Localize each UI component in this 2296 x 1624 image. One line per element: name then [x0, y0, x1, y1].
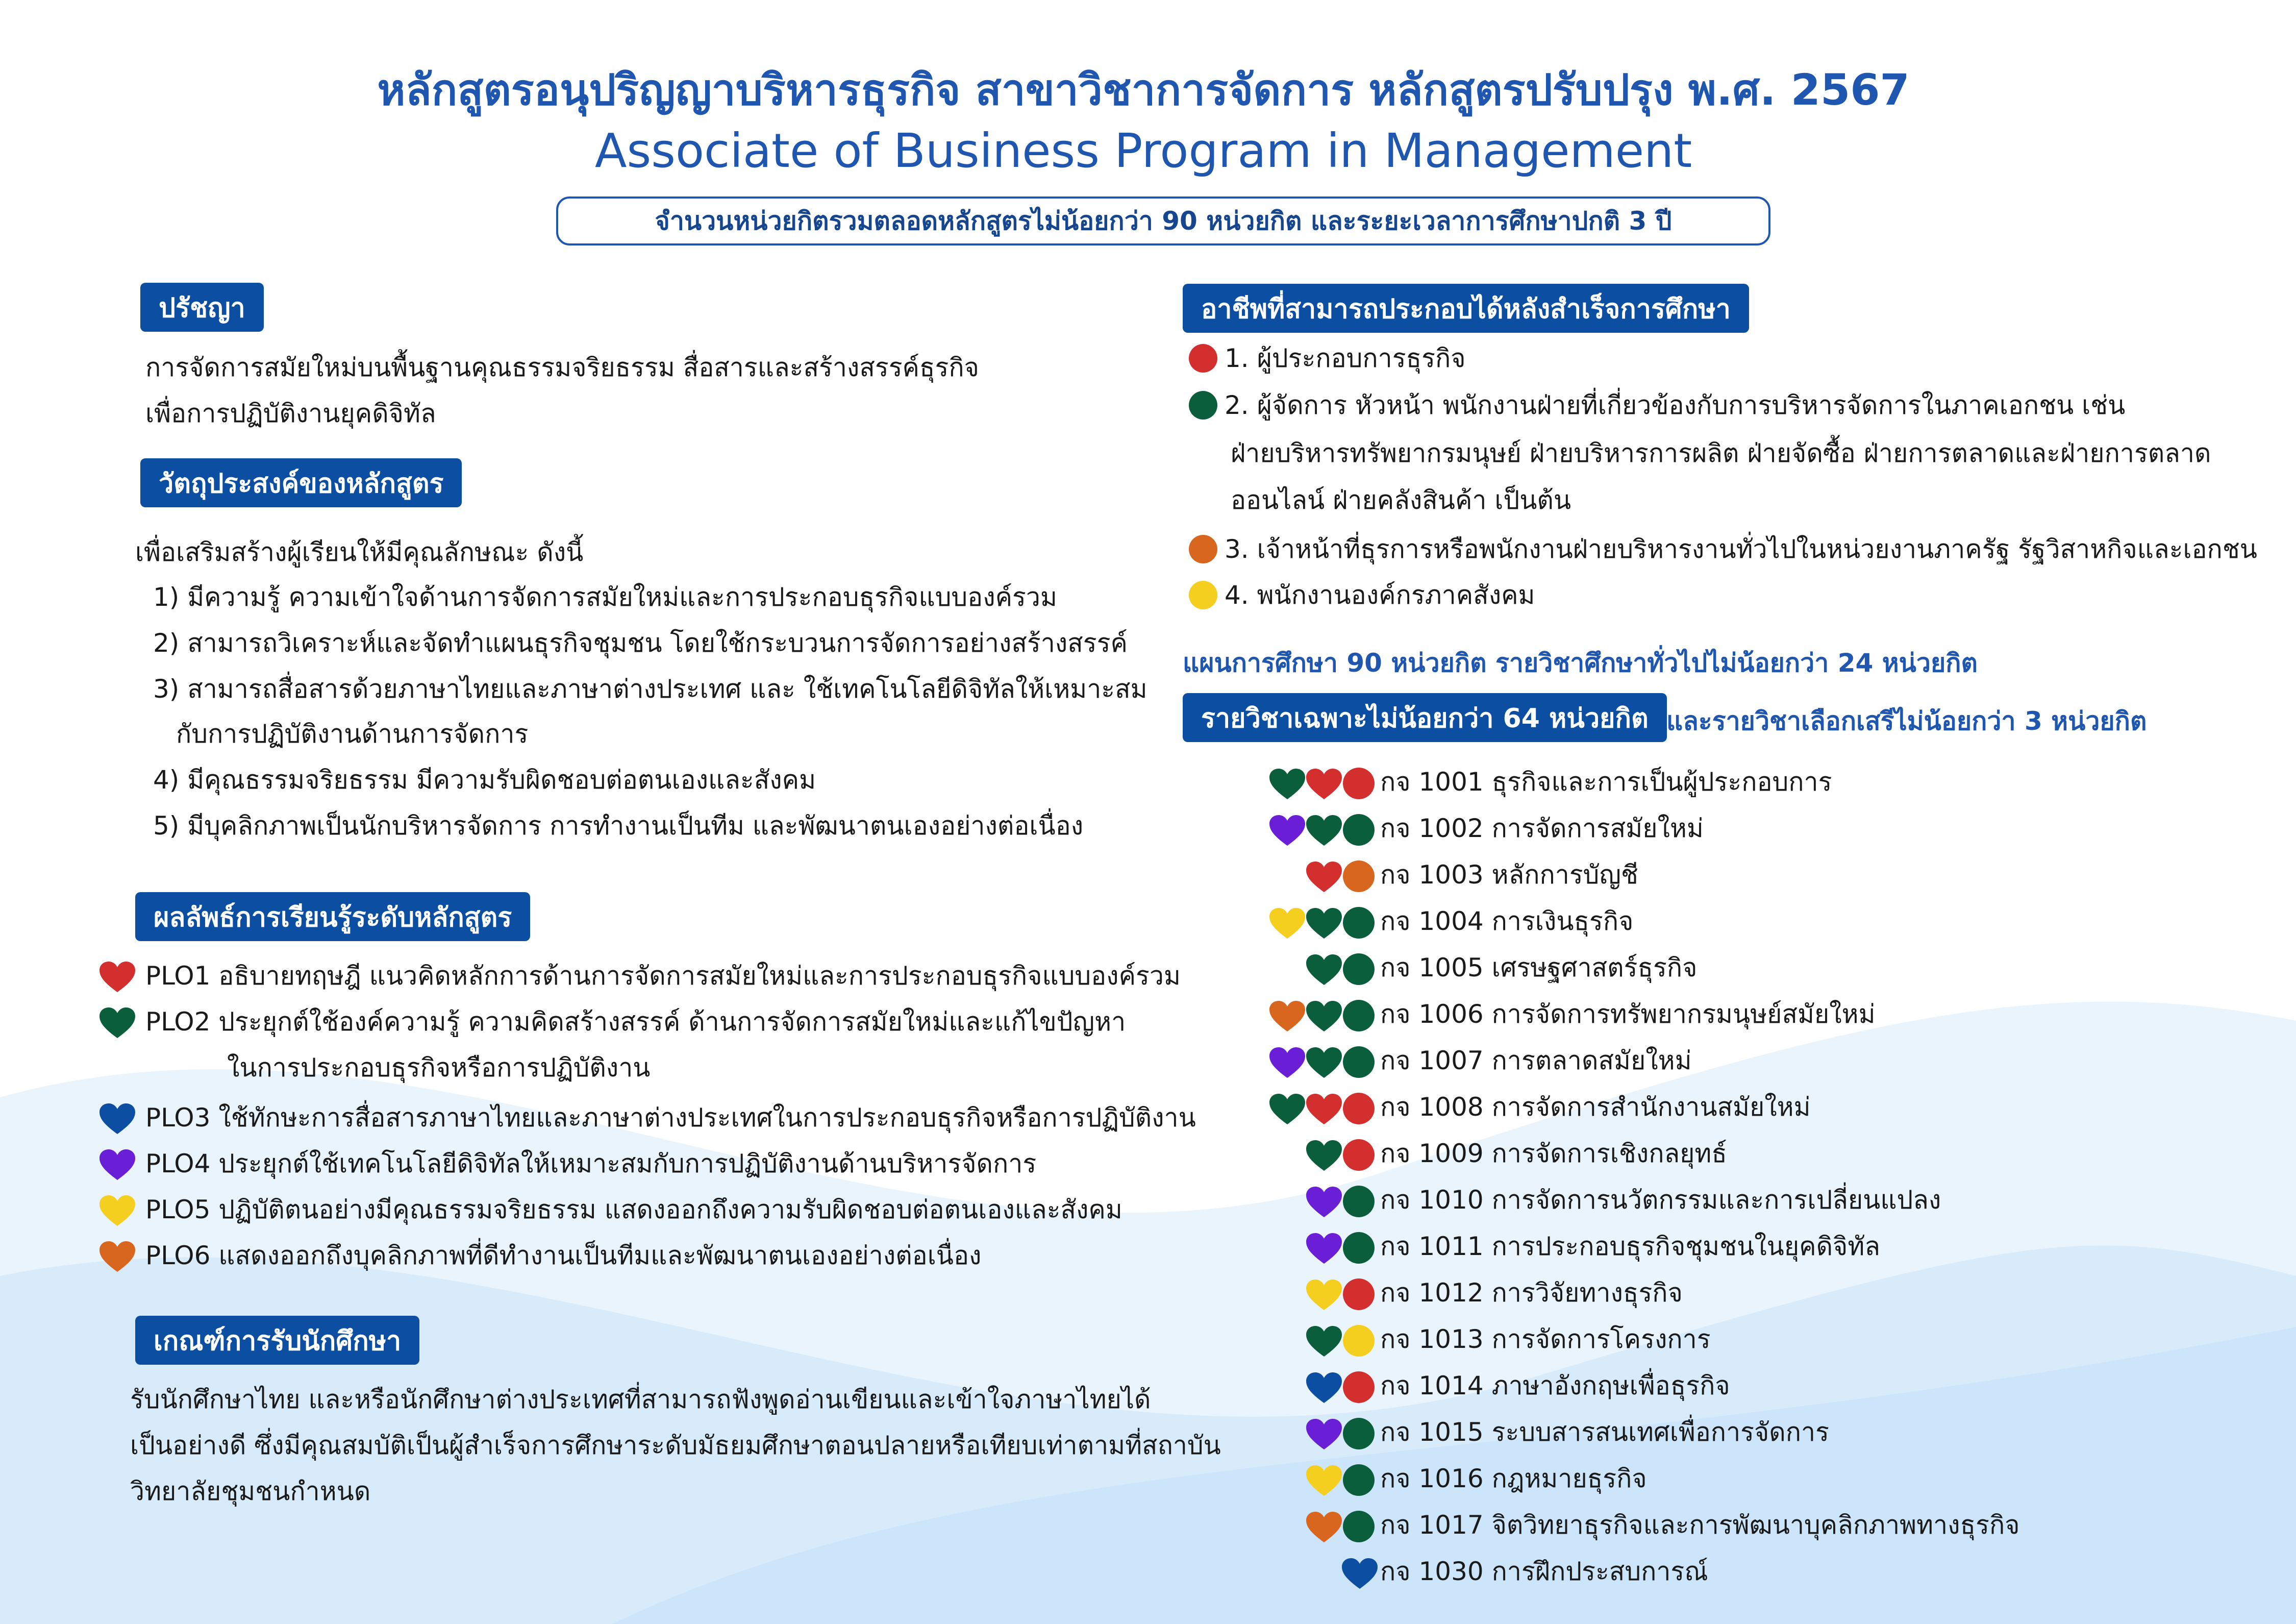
course-item: กจ 1006 การจัดการทรัพยากรมนุษย์สมัยใหม่	[1380, 999, 1876, 1029]
course-heart-yellow-icon	[1306, 1279, 1342, 1311]
course-item: กจ 1010 การจัดการนวัตกรรมและการเปลี่ยนแปลง	[1380, 1185, 1941, 1215]
page-title-thai: หลักสูตรอนุปริญญาบริหารธุรกิจ สาขาวิชาการจัดการ หลักสูตรปรับปรุง พ.ศ. 2567	[377, 65, 1910, 115]
course-item: กจ 1014 ภาษาอังกฤษเพื่อธุรกิจ	[1380, 1371, 1730, 1400]
course-heart-purple-icon	[1269, 815, 1305, 847]
specific-courses-heading: รายวิชาเฉพาะไม่น้อยกว่า 64 หน่วยกิต	[1183, 693, 1667, 742]
course-heart-orange-icon	[1269, 1001, 1305, 1032]
career-item: 4. พนักงานองค์กรภาคสังคม	[1225, 580, 1535, 610]
course-heart-green-icon	[1306, 1001, 1342, 1032]
plo-heart-purple-icon	[99, 1149, 135, 1181]
course-dot-red-icon	[1343, 1371, 1375, 1403]
course-item: กจ 1016 กฎหมายธุรกิจ	[1380, 1464, 1647, 1493]
course-dot-green-icon	[1343, 1418, 1375, 1449]
plo-item: PLO4 ประยุกต์ใช้เทคโนโลยีดิจิทัลให้เหมาะสมกับการปฏิบัติงานด้านบริหารจัดการ	[145, 1149, 1037, 1178]
course-heart-green-icon	[1269, 769, 1305, 800]
course-item: กจ 1003 หลักการบัญชี	[1380, 860, 1638, 890]
course-item: กจ 1002 การจัดการสมัยใหม่	[1380, 814, 1704, 843]
course-item: กจ 1009 การจัดการเชิงกลยุทธ์	[1380, 1139, 1727, 1168]
course-dot-green-icon	[1343, 907, 1375, 939]
course-item: กจ 1007 การตลาดสมัยใหม่	[1380, 1046, 1692, 1075]
plo-heading: ผลลัพธ์การเรียนรู้ระดับหลักสูตร	[135, 892, 530, 941]
course-heart-red-icon	[1306, 862, 1342, 893]
course-heart-green-icon	[1306, 1326, 1342, 1358]
philosophy-line-1: การจัดการสมัยใหม่บนพื้นฐานคุณธรรมจริยธรรม สื่อสารและสร้างสรรค์ธุรกิจ	[145, 353, 979, 382]
course-dot-green-icon	[1343, 953, 1375, 985]
course-heart-purple-icon	[1306, 1187, 1342, 1218]
career-item: 1. ผู้ประกอบการธุรกิจ	[1225, 343, 1466, 373]
admission-line-3: วิทยาลัยชุมชนกำหนด	[130, 1477, 371, 1506]
course-item: กจ 1004 การเงินธุรกิจ	[1380, 906, 1634, 936]
course-item: กจ 1008 การจัดการสำนักงานสมัยใหม่	[1380, 1092, 1811, 1122]
career-dot-green-icon	[1189, 391, 1217, 420]
credit-summary-box: จำนวนหน่วยกิตรวมตลอดหลักสูตรไม่น้อยกว่า 90 หน่วยกิต และระยะเวลาการศึกษาปกติ 3 ปี	[556, 196, 1770, 245]
plo-heart-yellow-icon	[99, 1195, 135, 1227]
course-heart-red-icon	[1306, 1094, 1342, 1125]
course-item: กจ 1011 การประกอบธุรกิจชุมชนในยุคดิจิทัล	[1380, 1232, 1880, 1261]
course-item: กจ 1013 การจัดการโครงการ	[1380, 1324, 1711, 1354]
course-heart-blue-icon	[1306, 1372, 1342, 1404]
course-item: กจ 1015 ระบบสารสนเทศเพื่อการจัดการ	[1380, 1417, 1829, 1447]
career-dot-yellow-icon	[1189, 581, 1217, 609]
course-heart-green-icon	[1306, 1140, 1342, 1172]
course-heart-yellow-icon	[1306, 1465, 1342, 1497]
admission-heading: เกณฑ์การรับนักศึกษา	[135, 1316, 419, 1365]
course-heart-purple-icon	[1306, 1419, 1342, 1450]
course-dot-green-icon	[1343, 1046, 1375, 1078]
objective-3-cont: กับการปฏิบัติงานด้านการจัดการ	[176, 719, 529, 749]
course-dot-green-icon	[1343, 1464, 1375, 1496]
course-heart-green-icon	[1306, 954, 1342, 986]
course-item: กจ 1001 ธุรกิจและการเป็นผู้ประกอบการ	[1380, 767, 1832, 797]
plo-item: PLO5 ปฏิบัติตนอย่างมีคุณธรรมจริยธรรม แสดงออกถึงความรับผิดชอบต่อตนเองและสังคม	[145, 1195, 1122, 1224]
plo-item: PLO1 อธิบายทฤษฎี แนวคิดหลักการด้านการจัดการสมัยใหม่และการประกอบธุรกิจแบบองค์รวม	[145, 961, 1181, 991]
admission-line-1: รับนักศึกษาไทย และหรือนักศึกษาต่างประเทศที่สามารถฟังพูดอ่านเขียนและเข้าใจภาษาไทยได้	[130, 1385, 1151, 1414]
plo-heart-green-icon	[99, 1007, 135, 1039]
plo-item: ในการประกอบธุรกิจหรือการปฏิบัติงาน	[227, 1053, 651, 1082]
objective-5: 5) มีบุคลิกภาพเป็นนักบริหารจัดการ การทำงานเป็นทีม และพัฒนาตนเองอย่างต่อเนื่อง	[153, 811, 1084, 841]
plo-heart-orange-icon	[99, 1241, 135, 1273]
career-dot-orange-icon	[1189, 535, 1217, 563]
objectives-intro: เพื่อเสริมสร้างผู้เรียนให้มีคุณลักษณะ ดังนี้	[135, 537, 584, 567]
course-dot-red-icon	[1343, 1278, 1375, 1310]
course-heart-green-icon	[1306, 1047, 1342, 1079]
course-heart-orange-icon	[1306, 1512, 1342, 1543]
course-heart-green-icon	[1306, 908, 1342, 940]
plo-heart-blue-icon	[99, 1103, 135, 1135]
study-plan-summary: แผนการศึกษา 90 หน่วยกิต รายวิชาศึกษาทั่วไปไม่น้อยกว่า 24 หน่วยกิต	[1183, 648, 1978, 678]
careers-heading: อาชีพที่สามารถประกอบได้หลังสำเร็จการศึกษา	[1183, 284, 1749, 333]
course-dot-red-icon	[1343, 768, 1375, 799]
page-title-english: Associate of Business Program in Management	[594, 124, 1692, 178]
philosophy-line-2: เพื่อการปฏิบัติงานยุคดิจิทัล	[145, 399, 436, 428]
philosophy-heading: ปรัชญา	[140, 283, 264, 332]
course-heart-red-icon	[1306, 769, 1342, 800]
course-heart-green-icon	[1306, 815, 1342, 847]
career-item: ออนไลน์ ฝ่ายคลังสินค้า เป็นต้น	[1231, 485, 1571, 515]
course-dot-green-icon	[1343, 1186, 1375, 1217]
career-item: 3. เจ้าหน้าที่ธุรการหรือพนักงานฝ่ายบริหารงานทั่วไปในหน่วยงานภาครัฐ รัฐวิสาหกิจและเอกชน	[1225, 534, 2257, 564]
admission-line-2: เป็นอย่างดี ซึ่งมีคุณสมบัติเป็นผู้สำเร็จการศึกษาระดับมัธยมศึกษาตอนปลายหรือเทียบเท่าตามที่สถาบัน	[130, 1431, 1221, 1460]
course-dot-yellow-icon	[1343, 1325, 1375, 1357]
course-dot-orange-icon	[1343, 860, 1375, 892]
objective-4: 4) มีคุณธรรมจริยธรรม มีความรับผิดชอบต่อตนเองและสังคม	[153, 765, 816, 795]
elective-note: และรายวิชาเลือกเสรีไม่น้อยกว่า 3 หน่วยกิต	[1666, 706, 2147, 736]
course-dot-green-icon	[1343, 1000, 1375, 1031]
course-heart-purple-icon	[1269, 1047, 1305, 1079]
career-dot-red-icon	[1189, 344, 1217, 373]
plo-heart-red-icon	[99, 962, 135, 993]
objective-3: 3) สามารถสื่อสารด้วยภาษาไทยและภาษาต่างประเทศ และ ใช้เทคโนโลยีดิจิทัลให้เหมาะสม	[153, 674, 1147, 704]
course-item: กจ 1030 การฝึกประสบการณ์	[1380, 1557, 1708, 1586]
course-dot-red-icon	[1343, 1139, 1375, 1171]
course-dot-red-icon	[1343, 1093, 1375, 1124]
course-heart-yellow-icon	[1269, 908, 1305, 940]
objectives-heading: วัตถุประสงค์ของหลักสูตร	[140, 458, 462, 507]
plo-item: PLO2 ประยุกต์ใช้องค์ความรู้ ความคิดสร้างสรรค์ ด้านการจัดการสมัยใหม่และแก้ไขปัญหา	[145, 1007, 1126, 1037]
objective-1: 1) มีความรู้ ความเข้าใจด้านการจัดการสมัยใหม่และการประกอบธุรกิจแบบองค์รวม	[153, 582, 1057, 612]
course-item: กจ 1012 การวิจัยทางธุรกิจ	[1380, 1278, 1683, 1308]
career-item: ฝ่ายบริหารทรัพยากรมนุษย์ ฝ่ายบริหารการผลิต ฝ่ายจัดซื้อ ฝ่ายการตลาดและฝ่ายการตลาด	[1231, 438, 2211, 468]
career-item: 2. ผู้จัดการ หัวหน้า พนักงานฝ่ายที่เกี่ยวข้องกับการบริหารจัดการในภาคเอกชน เช่น	[1225, 390, 2126, 420]
plo-item: PLO3 ใช้ทักษะการสื่อสารภาษาไทยและภาษาต่างประเทศในการประกอบธุรกิจหรือการปฏิบัติงาน	[145, 1103, 1196, 1133]
objective-2: 2) สามารถวิเคราะห์และจัดทำแผนธุรกิจชุมชน โดยใช้กระบวนการจัดการอย่างสร้างสรรค์	[153, 628, 1128, 658]
course-heart-purple-icon	[1306, 1233, 1342, 1265]
course-heart-blue-icon	[1342, 1558, 1378, 1590]
course-dot-green-icon	[1343, 1511, 1375, 1542]
plo-item: PLO6 แสดงออกถึงบุคลิกภาพที่ดีทำงานเป็นทีมและพัฒนาตนเองอย่างต่อเนื่อง	[145, 1241, 982, 1270]
course-item: กจ 1017 จิตวิทยาธุรกิจและการพัฒนาบุคลิกภาพทางธุรกิจ	[1380, 1510, 2020, 1540]
course-item: กจ 1005 เศรษฐศาสตร์ธุรกิจ	[1380, 953, 1698, 982]
course-dot-green-icon	[1343, 1232, 1375, 1264]
course-heart-green-icon	[1269, 1094, 1305, 1125]
course-dot-green-icon	[1343, 814, 1375, 846]
